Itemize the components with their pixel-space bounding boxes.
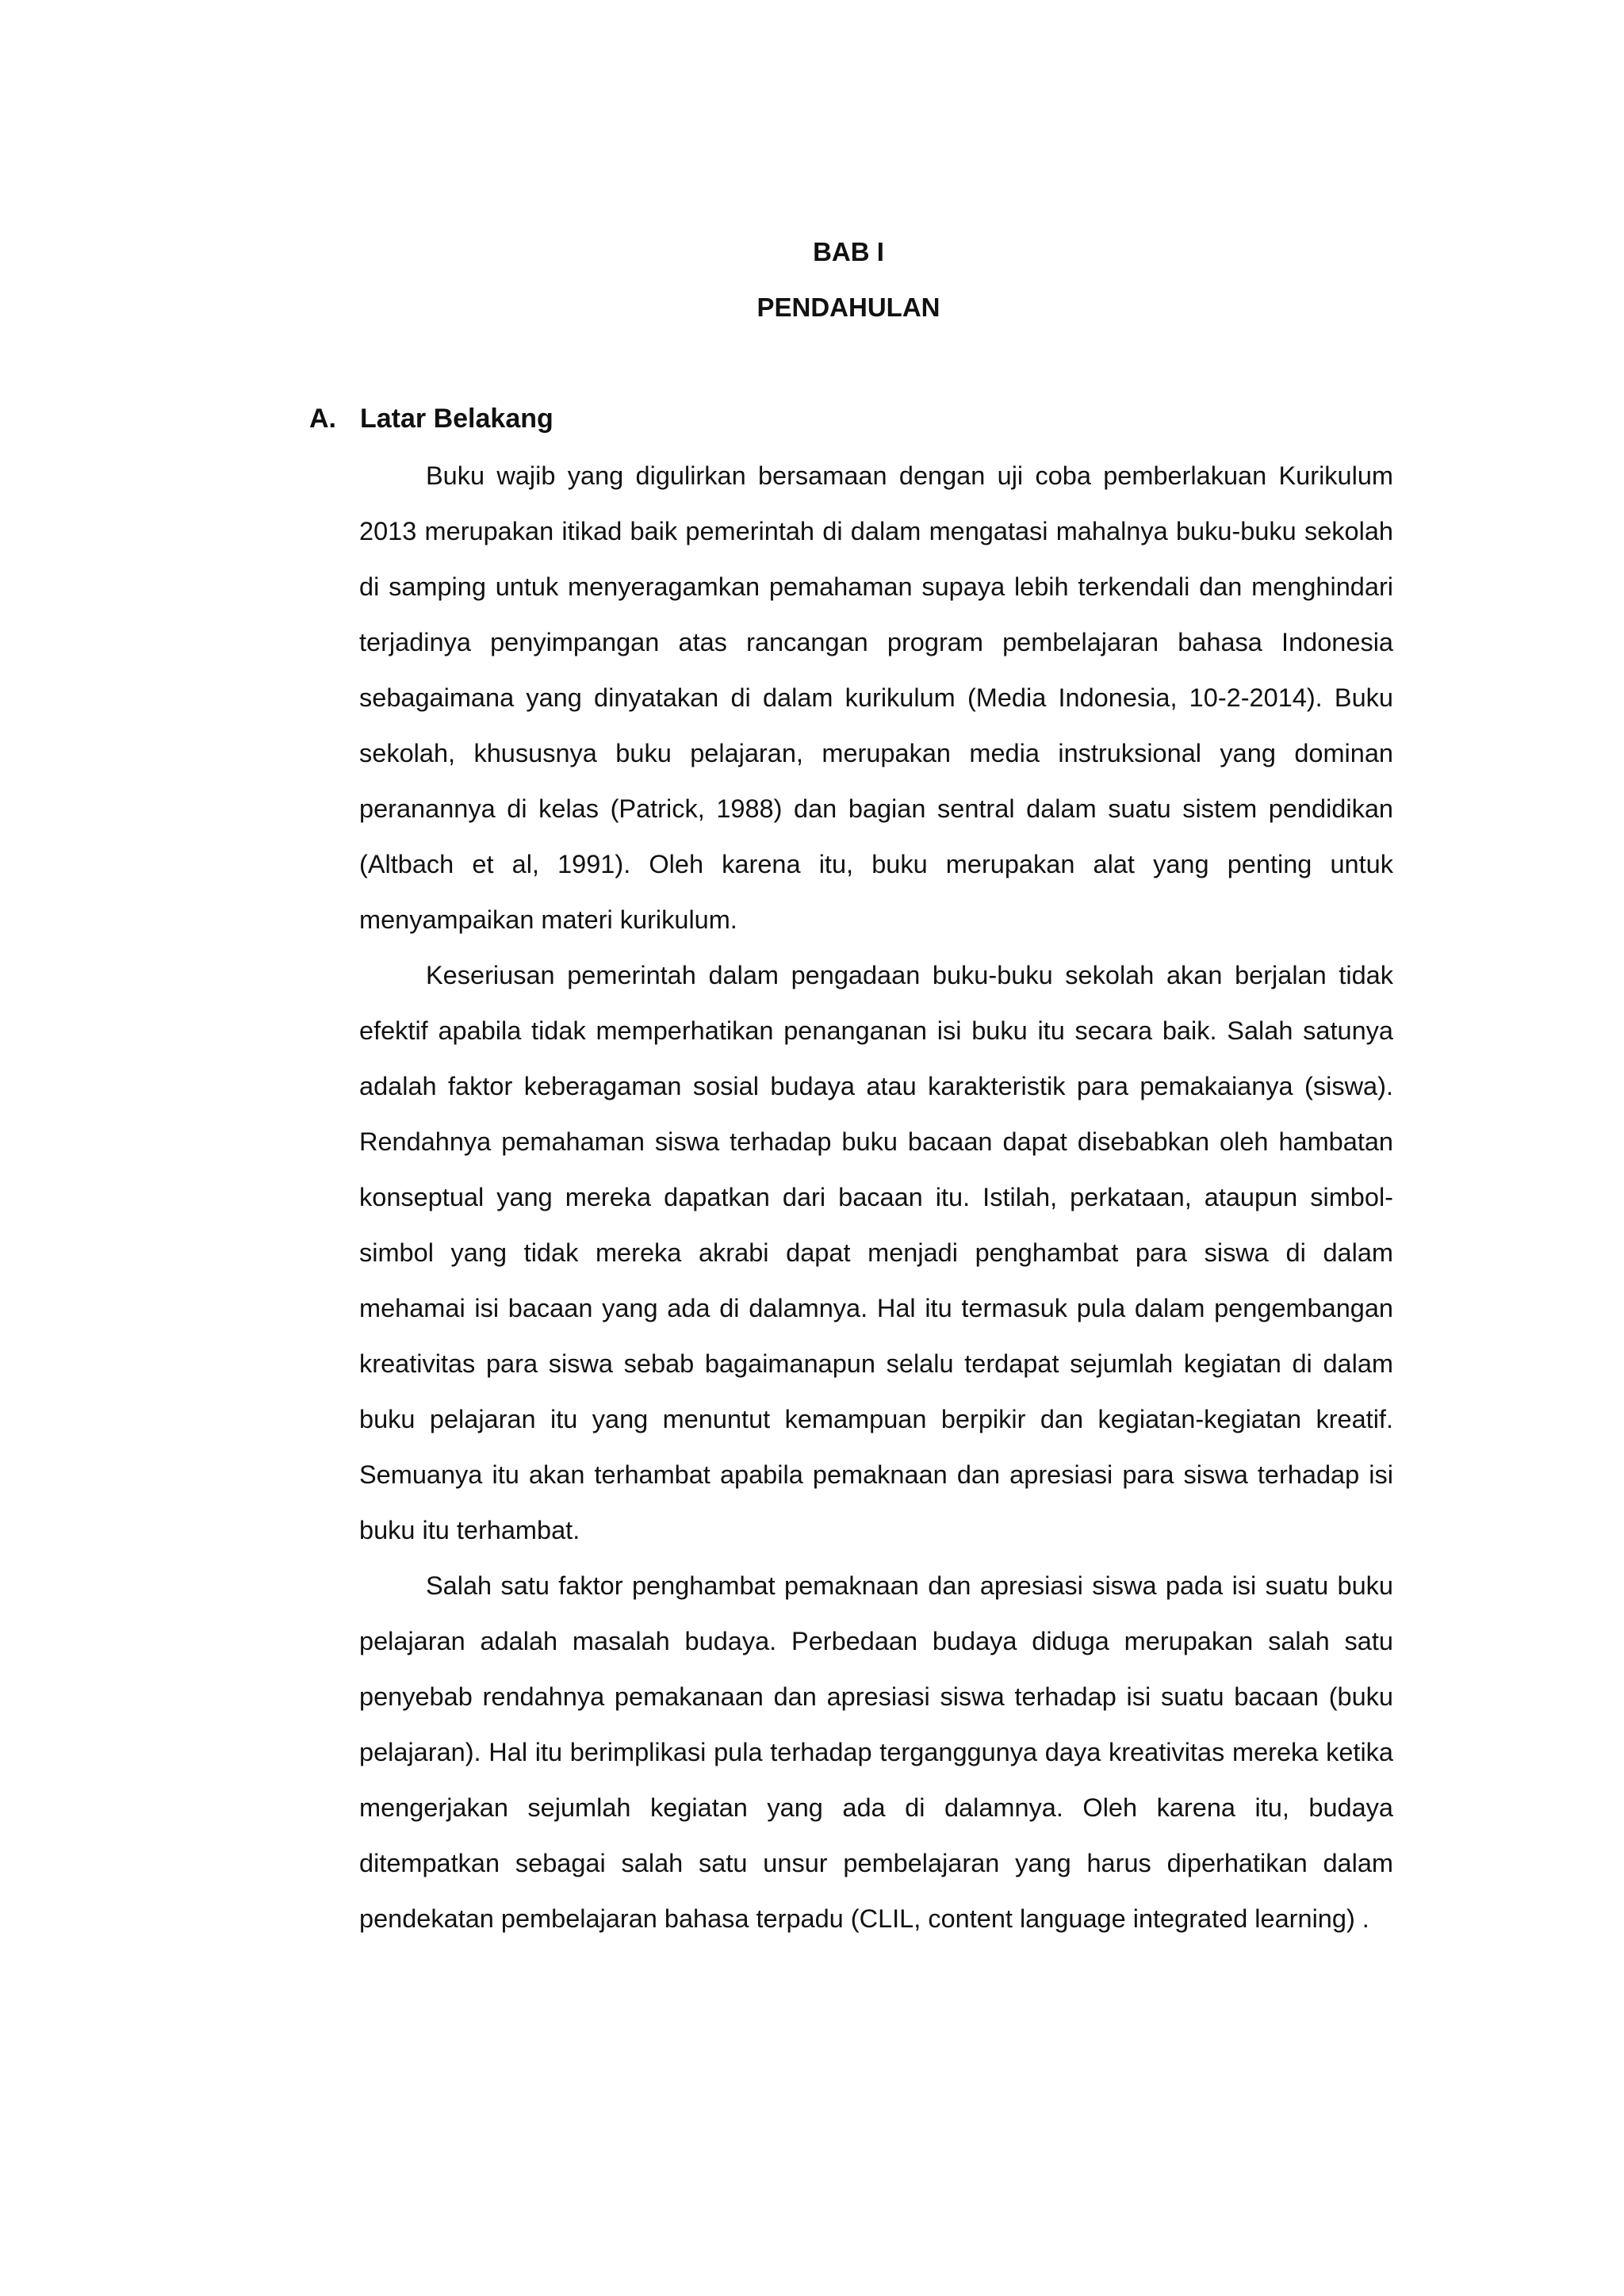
section-heading: [309, 403, 553, 434]
chapter-title: PENDAHULAN: [756, 293, 940, 322]
chapter-label: BAB I: [813, 237, 884, 266]
section-title: Latar Belakang: [360, 404, 553, 434]
section-number: A.: [309, 404, 336, 434]
paragraph-2: Keseriusan pemerintah dalam pengadaan buku-buku sekolah akan berjalan tidak efektif apabila tidak memperhatikan penanganan isi buku itu secara baik. Salah satunya adalah faktor keberagaman sosial budaya atau karakteristik para pemakaianya (siswa). Rendahnya pemahaman siswa terhadap buku bacaan dapat disebabkan oleh hambatan konseptual yang mereka dapatkan dari bacaan itu. Istilah, perkataan, ataupun simbol-simbol yang tidak mereka akrabi dapat menjadi penghambat para siswa di dalam mehamai isi bacaan yang ada di dalamnya. Hal itu termasuk pula dalam pengembangan kreativitas para siswa sebab bagaimanapun selalu terdapat sejumlah kegiatan di dalam buku pelajaran itu yang menuntut kemampuan berpikir dan kegiatan-kegiatan kreatif. Semuanya itu akan terhambat apabila pemaknaan dan apresiasi para siswa terhadap isi buku itu terhambat.: [359, 961, 1393, 1544]
body-text: [359, 448, 1393, 1946]
paragraph-3: Salah satu faktor penghambat pemaknaan dan apresiasi siswa pada isi suatu buku pelajaran adalah masalah budaya. Perbedaan budaya diduga merupakan salah satu penyebab rendahnya pemakanaan dan apresiasi siswa terhadap isi suatu bacaan (buku pelajaran). Hal itu berimplikasi pula terhadap terganggunya daya kreativitas mereka ketika mengerjakan sejumlah kegiatan yang ada di dalamnya. Oleh karena itu, budaya ditempatkan sebagai salah satu unsur pembelajaran yang harus diperhatikan dalam pendekatan pembelajaran bahasa terpadu (CLIL, content language integrated learning) .: [359, 1571, 1393, 1933]
paragraph-1: Buku wajib yang digulirkan bersamaan dengan uji coba pemberlakuan Kurikulum 2013 merupakan itikad baik pemerintah di dalam mengatasi mahalnya buku-buku sekolah di samping untuk menyeragamkan pemahaman supaya lebih terkendali dan menghindari terjadinya penyimpangan atas rancangan program pembelajaran bahasa Indonesia sebagaimana yang dinyatakan di dalam kurikulum (Media Indonesia, 10-2-2014). Buku sekolah, khususnya buku pelajaran, merupakan media instruksional yang dominan peranannya di kelas (Patrick, 1988) dan bagian sentral dalam suatu sistem pendidikan (Altbach et al, 1991). Oleh karena itu, buku merupakan alat yang penting untuk menyampaikan materi kurikulum.: [359, 461, 1393, 934]
